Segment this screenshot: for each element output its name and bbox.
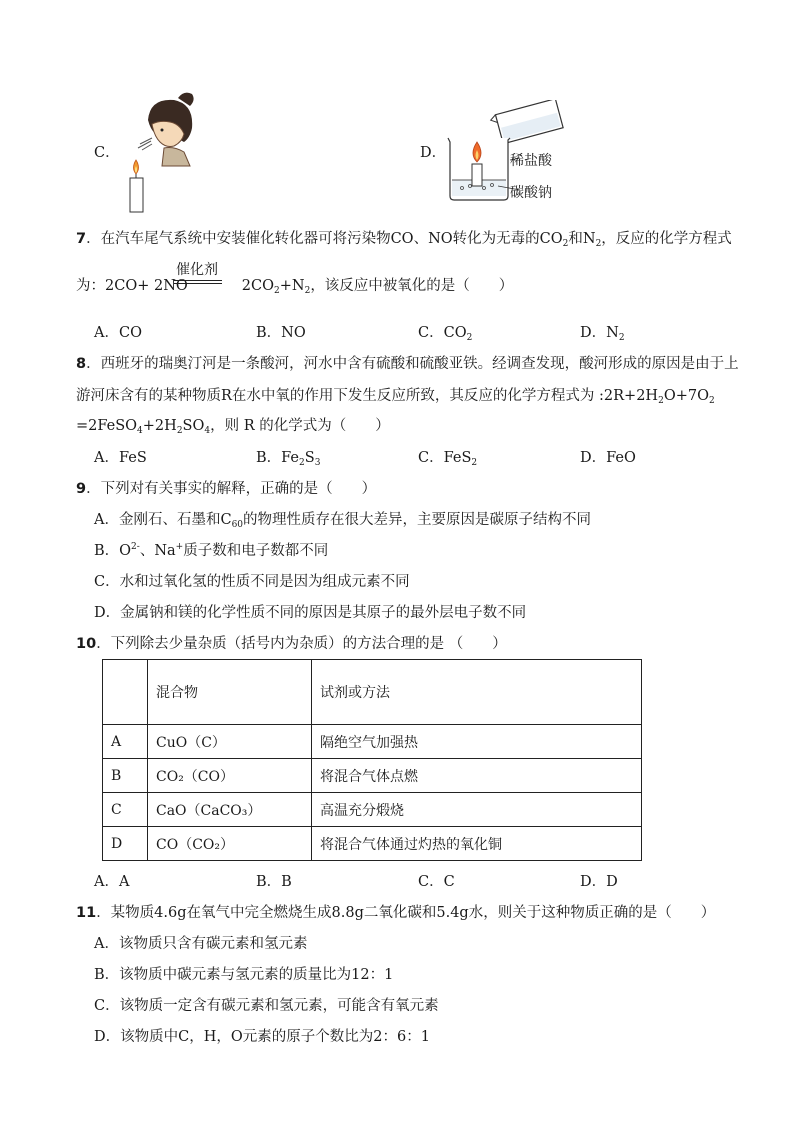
table-header-row <box>103 660 642 725</box>
table-cell: D <box>103 827 148 861</box>
option-b[interactable]: B．B <box>256 874 292 890</box>
option-d[interactable]: D．$N_2$ <box>580 325 625 343</box>
option-c-figure-label: C． <box>94 145 120 161</box>
table-cell: B <box>103 759 148 793</box>
question-11-option-a[interactable]: A．该物质只含有碳元素和氢元素 <box>94 936 308 952</box>
table-row <box>103 793 642 827</box>
dilute-hcl-label: 稀盐酸 <box>510 153 552 169</box>
table-cell: 高温充分煅烧 <box>312 793 642 827</box>
question-7-stem-line1: 7．在汽车尾气系统中安装催化转化器可将污染物CO、NO转化为无毒的$CO_2$和$N_2$，反应的化学方程式 <box>76 231 732 249</box>
equation-arrow-line-2 <box>174 283 222 284</box>
question-9-stem: 9．下列对有关事实的解释，正确的是（ ） <box>76 481 377 497</box>
table-cell: 将混合气体通过灼热的氧化铜 <box>312 827 642 861</box>
table-cell: CO（CO₂） <box>148 827 312 861</box>
table-row <box>103 759 642 793</box>
table-cell: 将混合气体点燃 <box>312 759 642 793</box>
option-a[interactable]: A．CO <box>94 325 142 341</box>
table-header-cell: 混合物 <box>148 660 312 725</box>
question-7-equation-line: 为：2CO+ 2NO $2CO_2+N_2$，该反应中被氧化的是（ ） <box>76 278 514 296</box>
table-cell: CuO（C） <box>148 725 312 759</box>
option-a[interactable]: A．FeS <box>94 450 147 466</box>
blowing-candle-illustration <box>118 88 204 216</box>
equation-arrow-line-1 <box>174 280 222 281</box>
option-c[interactable]: C．$CO_2$ <box>418 325 473 343</box>
table-header-cell: 试剂或方法 <box>312 660 642 725</box>
question-8-stem-line3: $=2FeSO_4+2H_2SO_4$，则 R 的化学式为（ ） <box>76 418 390 436</box>
table-cell: 隔绝空气加强热 <box>312 725 642 759</box>
question-11-stem: 11．某物质4.6g在氧气中完全燃烧生成8.8g二氧化碳和5.4g水，则关于这种物质正确的是（ ） <box>76 905 716 921</box>
option-d[interactable]: D．FeO <box>580 450 636 466</box>
option-c[interactable]: C．FeS$_2$ <box>418 450 478 468</box>
option-b[interactable]: B．$Fe_2S_3$ <box>256 450 321 468</box>
question-10-stem: 10．下列除去少量杂质（括号内为杂质）的方法合理的是 （ ） <box>76 636 507 652</box>
table-header-cell <box>103 660 148 725</box>
table-cell: C <box>103 793 148 827</box>
question-11-option-d[interactable]: D．该物质中C，H，O元素的原子个数比为2：6：1 <box>94 1029 430 1045</box>
question-9-option-b[interactable]: B．$O^{2-}$、Na+质子数和电子数都不同 <box>94 542 329 559</box>
table-row <box>103 725 642 759</box>
table-cell: A <box>103 725 148 759</box>
question-9-option-d[interactable]: D．金属钠和镁的化学性质不同的原因是其原子的最外层电子数不同 <box>94 605 527 621</box>
option-a[interactable]: A．A <box>94 874 130 890</box>
question-9-option-c[interactable]: C．水和过氧化氢的性质不同是因为组成元素不同 <box>94 574 410 590</box>
option-b[interactable]: B．NO <box>256 325 306 341</box>
catalyst-label: 催化剂 <box>176 262 218 278</box>
table-cell: CaO（CaCO₃） <box>148 793 312 827</box>
table-row <box>103 827 642 861</box>
option-c[interactable]: C．C <box>418 874 455 890</box>
sodium-carbonate-label: 碳酸钠 <box>510 185 552 201</box>
option-d-figure-label: D． <box>420 145 447 161</box>
question-8-stem-line2: 游河床含有的某种物质R在水中氧的作用下发生反应所致，其反应的化学方程式为 $:2R+2H_2O+7O_2$ <box>76 388 715 406</box>
question-11-option-c[interactable]: C．该物质一定含有碳元素和氢元素，可能含有氧元素 <box>94 998 439 1014</box>
option-d[interactable]: D．D <box>580 874 618 890</box>
question-8-stem-line1: 8．西班牙的瑞奥汀河是一条酸河，河水中含有硫酸和硫酸亚铁。经调查发现，酸河形成的原因是由于上 <box>76 356 739 372</box>
table-cell: CO₂（CO） <box>148 759 312 793</box>
question-9-option-a[interactable]: A．金刚石、石墨和$C_{60}$的物理性质存在很大差异，主要原因是碳原子结构不同 <box>94 512 592 530</box>
impurity-removal-table <box>102 659 642 861</box>
question-11-option-b[interactable]: B．该物质中碳元素与氢元素的质量比为12：1 <box>94 967 394 983</box>
